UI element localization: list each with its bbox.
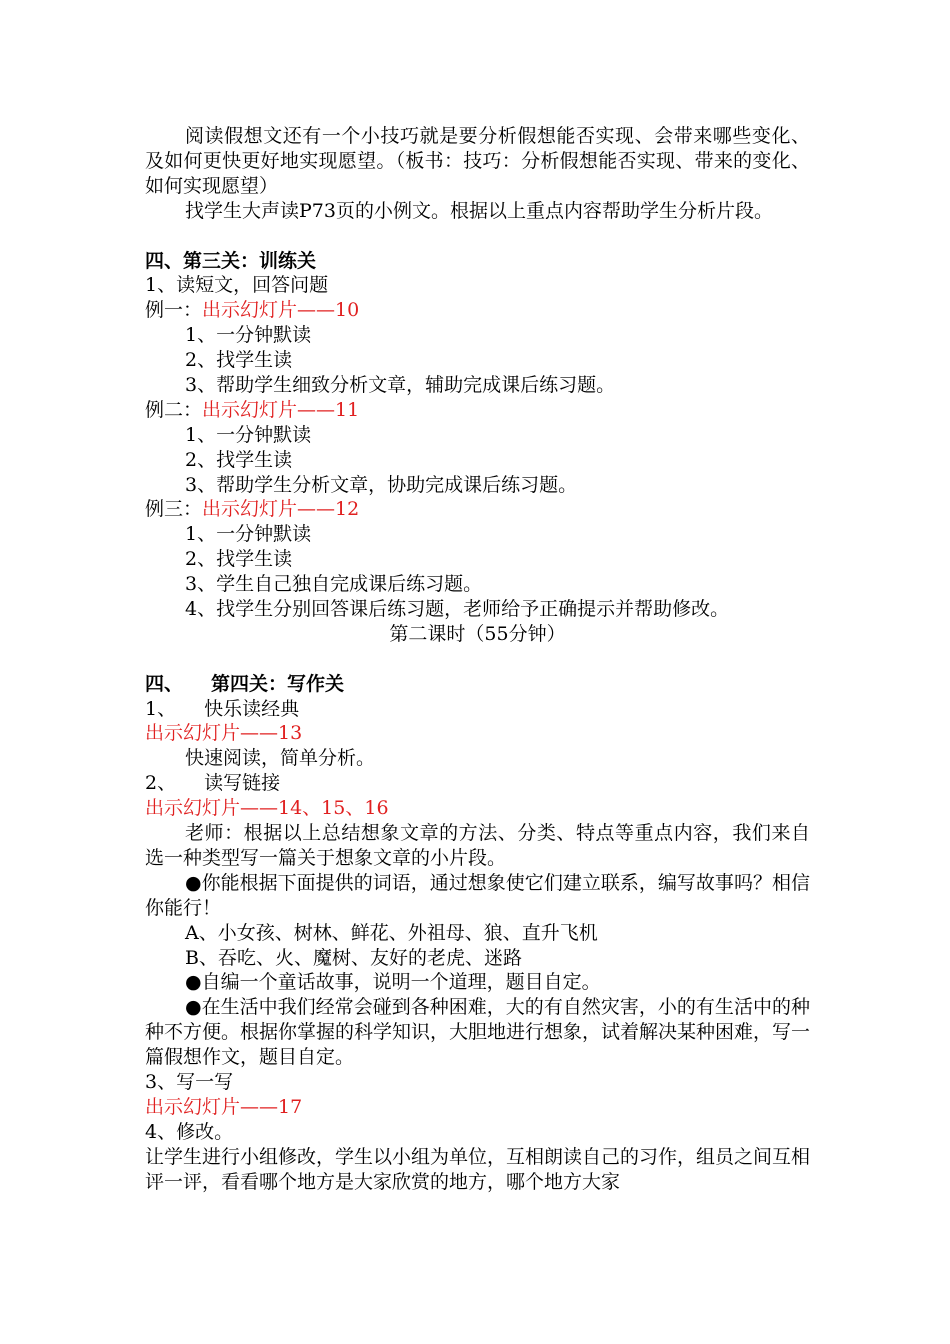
section-title: 第四关：写作关 — [211, 672, 345, 695]
example-3-step: 2、找学生读 — [185, 548, 293, 571]
step-title: 快乐读经典 — [204, 697, 300, 720]
example-1-step: 2、找学生读 — [185, 349, 293, 372]
example-2-heading — [145, 398, 810, 423]
example-1-step: 1、一分钟默读 — [185, 324, 312, 347]
example-1-heading — [145, 298, 810, 323]
blank-line — [145, 224, 810, 249]
section-number: 四、 — [145, 672, 184, 695]
section-heading-writing — [145, 672, 810, 697]
section-heading-training: 四、第三关：训练关 — [145, 249, 317, 272]
paragraph-tip: 阅读假想文还有一个小技巧就是要分析假想能否实现、会带来哪些变化、及如何更快更好地实现愿望。（板书：技巧：分析假想能否实现、带来的变化、如何实现愿望） — [145, 125, 810, 197]
example-3-step: 3、学生自己独自完成课后练习题。 — [185, 573, 483, 596]
example-3-step: 4、找学生分别回答课后练习题，老师给予正确提示并帮助修改。 — [185, 597, 730, 620]
step-title: 读写链接 — [204, 772, 281, 795]
step-2-slide: 出示幻灯片——14、15、16 — [145, 797, 389, 820]
example-3-step: 1、一分钟默读 — [185, 523, 312, 546]
writing-prompt-3: ●在生活中我们经常会碰到各种困难，大的有自然灾害，小的有生活中的种种不方便。根据你掌握的科学知识，大胆地进行想象，试着解决某种困难，写一篇假想作文，题目自定。 — [145, 996, 811, 1069]
step-1-description: 快速阅读，简单分析。 — [185, 747, 376, 770]
document-page — [145, 124, 810, 1195]
step-1-heading — [145, 697, 810, 722]
example-2-step: 2、找学生读 — [185, 448, 293, 471]
step-3-heading: 3、写一写 — [145, 1071, 234, 1094]
step-4-description: 让学生进行小组修改，学生以小组为单位，互相朗读自己的习作，组员之间互相评一评，看看哪个地方是大家欣赏的地方，哪个地方大家 — [145, 1145, 811, 1193]
step-4-heading: 4、修改。 — [145, 1120, 234, 1143]
step-2-heading — [145, 771, 810, 796]
lesson-two-title: 第二课时（55分钟） — [389, 622, 566, 645]
step-3-slide: 出示幻灯片——17 — [145, 1095, 303, 1118]
writing-prompt-1: ●你能根据下面提供的词语，通过想象使它们建立联系，编写故事吗？相信你能行！ — [145, 871, 810, 919]
paragraph-example-reading: 找学生大声读P73页的小例文。根据以上重点内容帮助学生分析片段。 — [185, 199, 773, 222]
question-heading: 1、读短文，回答问题 — [145, 274, 329, 297]
example-1-slide: 出示幻灯片——10 — [202, 299, 360, 322]
example-1-label: 例一： — [145, 299, 203, 322]
example-3-heading — [145, 497, 810, 522]
teacher-instruction: 老师：根据以上总结想象文章的方法、分类、特点等重点内容，我们来自选一种类型写一篇关于想象文章的小片段。 — [145, 822, 810, 869]
step-number: 1、 — [145, 697, 177, 720]
word-group-b: B、吞吃、火、魔树、友好的老虎、迷路 — [185, 946, 522, 969]
blank-line — [145, 647, 810, 672]
example-3-label: 例三： — [145, 498, 203, 521]
step-number: 2、 — [145, 772, 177, 795]
example-2-label: 例二： — [145, 398, 203, 421]
example-3-slide: 出示幻灯片——12 — [202, 498, 360, 521]
example-2-step: 1、一分钟默读 — [185, 423, 312, 446]
example-2-slide: 出示幻灯片——11 — [202, 398, 360, 421]
example-1-step: 3、帮助学生细致分析文章，辅助完成课后练习题。 — [185, 373, 616, 396]
example-2-step: 3、帮助学生分析文章，协助完成课后练习题。 — [185, 473, 578, 496]
writing-prompt-2: ●自编一个童话故事，说明一个道理，题目自定。 — [185, 971, 601, 994]
step-1-slide: 出示幻灯片——13 — [145, 722, 303, 745]
word-group-a: A、小女孩、树林、鲜花、外祖母、狼、直升飞机 — [185, 921, 598, 944]
